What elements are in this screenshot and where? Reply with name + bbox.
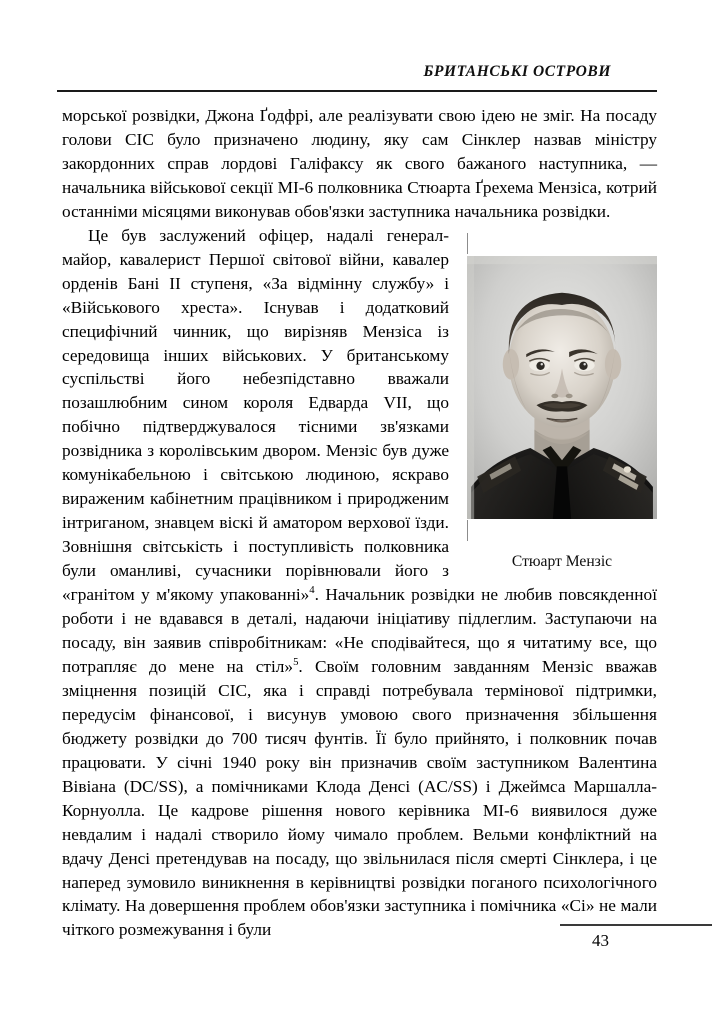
running-header-title: БРИТАНСЬКІ ОСТРОВИ [423,63,611,80]
header-divider-rule [57,90,657,92]
paragraph-menzies-biography [62,224,657,943]
figure-caption: Стюарт Мензіс [511,553,613,571]
paragraph-text-part-2: . Начальник розвідки не любив повсякденної роботи і не вдавався в деталі, надаючи ініціативу підлеглим. Заступаючи на посаду, він заявив співробітникам: «Не сподівайтеся, що я читатиму все, що потрапляє до мене на стіл» [62,585,657,676]
paragraph-text-part-3: . Своїм головним завданням Мензіс вважав зміцнення позицій СІС, яка і справді потребувала термінової підтримки, передусім фінансової, і висунув умовою свого призначення збільшення бюджету розвідки до 700 тисяч фунтів. Її було прийнято, і полковник почав працювати. У січні 1940 року він призначив своїм заступником Валентина Вівіана (DC/SS), а помічниками Клода Денсі (AC/SS) і Джеймса Маршалла-Корнуолла. Це кадрове рішення нового керівника МІ-6 виявилося дуже невдалим і надалі створило йому чимало проблем. Вельми конфліктний на вдачу Денсі претендував на посаду, що звільнилася після смерті Сінклера, і це наперед зумовило виникнення в керівництві розвідки поганого психологічного клімату. На довершення проблем обов'язки заступника і помічника «Сі» не мали чіткого розмежування і були [62,656,657,940]
folio [560,924,715,952]
portrait-photo [467,233,657,542]
page-number: 43 [592,931,609,950]
footnote-ref-5[interactable]: 5 [293,656,299,669]
footnote-ref-4[interactable]: 4 [309,584,315,597]
paragraph-text-part-1: Це був заслужений офіцер, надалі генерал-майор, кавалерист Першої світової війни, кавалер орденів Бані ІІ ступеня, «За відмінну службу» і «Військового хреста». Існував і додатковий специфічний чинник, що вирізняв Мензіса із середовища інших військових. У британському суспільстві його небезпідставно вважали позашлюбним сином короля Едварда VII, що побічно підтверджувалося тісними зв'язками розвідника з королівським двором. Мензіс був дуже комунікабельною і світською людиною, яскраво вираженим кабінетним працівником і природженим інтриганом, знавцем віскі й аматором верхової їзди. Зовнішня світськість і поступливість полковника були оманливі, сучасники порівнювали його з «гранітом у м'якому упакованні» [62,225,449,605]
paragraph-continuation: морської розвідки, Джона Ґодфрі, але реалізувати свою ідею не зміг. На посаду голови СІС було призначено людину, яку сам Сінклер назвав міністру закордонних справ лордові Галіфаксу як свого бажаного наступника, — начальника військової секції МІ-6 полковника Стюарта Ґрехема Мензіса, котрий останніми місяцями виконував обов'язки заступника начальника розвідки. [62,106,657,221]
text-column [62,104,657,942]
figure-stewart-menzies [467,232,657,572]
folio-divider-rule [560,924,712,926]
running-header [57,62,657,96]
